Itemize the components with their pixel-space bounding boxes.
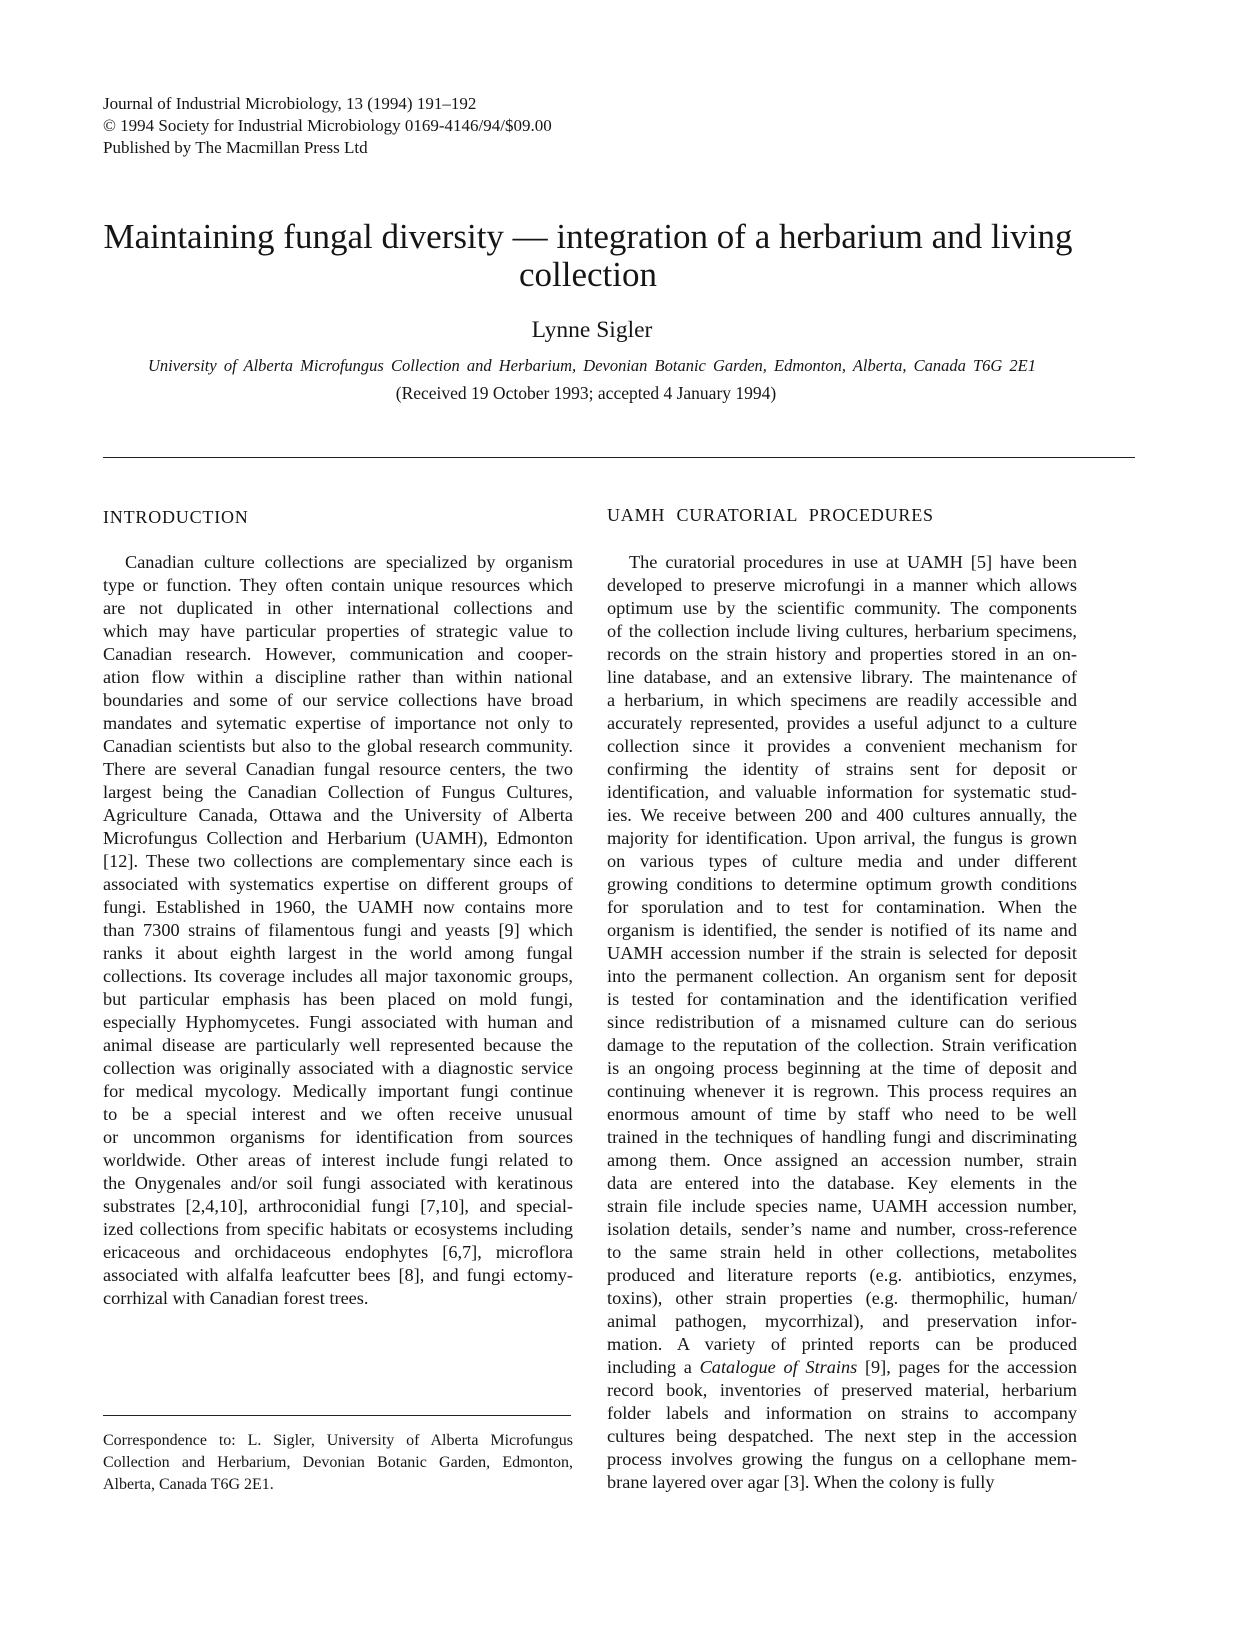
text-line: optimum use by the scientific community. The components — [607, 598, 1077, 618]
article-title: Maintaining fungal diversity — integration of a herbarium and living collection — [103, 217, 1073, 294]
text-line: continuing whenever it is regrown. This process requires an — [607, 1081, 1077, 1101]
text-line: on various types of culture media and under different — [607, 851, 1077, 871]
journal-masthead — [103, 93, 552, 159]
text-line: to the same strain held in other collections, metabolites — [607, 1242, 1077, 1262]
text-line: ized collections from specific habitats or ecosystems including — [103, 1219, 573, 1239]
text-line: a herbarium, in which specimens are readily accessible and — [607, 690, 1077, 710]
section-heading-introduction: INTRODUCTION — [103, 507, 249, 527]
text-line: fungi. Established in 1960, the UAMH now contains more — [103, 897, 573, 917]
text-line: line database, and an extensive library. The maintenance of — [607, 667, 1077, 687]
text-line: collection was originally associated with a diagnostic service — [103, 1058, 573, 1078]
text-line: the Onygenales and/or soil fungi associated with keratinous — [103, 1173, 573, 1193]
text-line: is tested for contamination and the identification verified — [607, 989, 1077, 1009]
text-line: [12]. These two collections are complementary since each is — [103, 851, 573, 871]
publisher-line: Published by The Macmillan Press Ltd — [103, 138, 368, 157]
text-line: animal disease are particularly well represented because the — [103, 1035, 573, 1055]
text-line: organism is identified, the sender is notified of its name and — [607, 920, 1077, 940]
text-line: mation. A variety of printed reports can be produced — [607, 1334, 1077, 1354]
text-line: ies. We receive between 200 and 400 cultures annually, the — [607, 805, 1077, 825]
text-line: Correspondence to: L. Sigler, University of Alberta Microfungus — [103, 1432, 573, 1449]
text-line: which may have particular properties of strategic value to — [103, 621, 573, 641]
text-line: The curatorial procedures in use at UAMH [5] have been — [629, 552, 1077, 572]
text-line: confirming the identity of strains sent for deposit or — [607, 759, 1077, 779]
text-line: brane layered over agar [3]. When the colony is fully — [607, 1472, 995, 1492]
journal-citation: Journal of Industrial Microbiology, 13 (1994) 191–192 — [103, 94, 477, 113]
text-line: animal pathogen, mycorrhizal), and preservation infor- — [607, 1311, 1077, 1331]
text-line: Microfungus Collection and Herbarium (UAMH), Edmonton — [103, 828, 573, 848]
text-line: for medical mycology. Medically important fungi continue — [103, 1081, 573, 1101]
text-line: Agriculture Canada, Ottawa and the University of Alberta — [103, 805, 573, 825]
text-line: cultures being despatched. The next step in the accession — [607, 1426, 1077, 1446]
text-line: Canadian scientists but also to the global research community. — [103, 736, 573, 756]
text-line: among them. Once assigned an accession number, strain — [607, 1150, 1077, 1170]
text-line: ranks it about eighth largest in the world among fungal — [103, 943, 573, 963]
text-line: associated with systematics expertise on different groups of — [103, 874, 573, 894]
text-line: largest being the Canadian Collection of Fungus Cultures, — [103, 782, 573, 802]
curatorial-procedures-paragraph — [607, 551, 1077, 1494]
text-line: are not duplicated in other international collections and — [103, 598, 573, 618]
text-line: growing conditions to determine optimum growth conditions — [607, 874, 1077, 894]
text-line: Canadian research. However, communication and cooper- — [103, 644, 573, 664]
text-line: especially Hyphomycetes. Fungi associated with human and — [103, 1012, 573, 1032]
text-line: produced and literature reports (e.g. antibiotics, enzymes, — [607, 1265, 1077, 1285]
text-line: substrates [2,4,10], arthroconidial fungi [7,10], and special- — [103, 1196, 573, 1216]
text-line: damage to the reputation of the collection. Strain verification — [607, 1035, 1077, 1055]
text-line: into the permanent collection. An organism sent for deposit — [607, 966, 1077, 986]
text-line: than 7300 strains of filamentous fungi and yeasts [9] which — [103, 920, 573, 940]
text-line: Collection and Herbarium, Devonian Botanic Garden, Edmonton, — [103, 1454, 573, 1471]
text-line: boundaries and some of our service collections have broad — [103, 690, 573, 710]
text-line: record book, inventories of preserved material, herbarium — [607, 1380, 1077, 1400]
text-fragment: [9], pages for the accession — [857, 1357, 1078, 1377]
text-line: records on the strain history and properties stored in an on- — [607, 644, 1077, 664]
text-line: isolation details, sender’s name and number, cross-reference — [607, 1219, 1077, 1239]
text-line: There are several Canadian fungal resource centers, the two — [103, 759, 573, 779]
copyright-notice: © 1994 Society for Industrial Microbiology 0169-4146/94/$09.00 — [103, 116, 552, 135]
text-line: accurately represented, provides a useful adjunct to a culture — [607, 713, 1077, 733]
received-dates: (Received 19 October 1993; accepted 4 January 1994) — [395, 383, 777, 403]
text-line: since redistribution of a misnamed culture can do serious — [607, 1012, 1077, 1032]
text-line: of the collection include living cultures, herbarium specimens, — [607, 621, 1077, 641]
text-line: is an ongoing process beginning at the time of deposit and — [607, 1058, 1077, 1078]
author-name: Lynne Sigler — [531, 317, 653, 343]
text-line: ericaceous and orchidaceous endophytes [6,7], microflora — [103, 1242, 573, 1262]
author-affiliation: University of Alberta Microfungus Collection and Herbarium, Devonian Botanic Garden, Edmonton, Alberta, Canada T6G 2E1 — [147, 356, 1036, 375]
text-line: for sporulation and to test for contamination. When the — [607, 897, 1077, 917]
text-line: Alberta, Canada T6G 2E1. — [103, 1476, 274, 1493]
header-divider — [103, 457, 1135, 458]
italic-book-title: Catalogue of Strains — [699, 1357, 858, 1377]
text-line: collection since it provides a convenient mechanism for — [607, 736, 1077, 756]
text-line: folder labels and information on strains to accompany — [607, 1403, 1077, 1423]
text-fragment: including a — [607, 1357, 700, 1377]
text-line: or uncommon organisms for identification from sources — [103, 1127, 573, 1147]
text-line: mandates and sytematic expertise of importance not only to — [103, 713, 573, 733]
text-line: Canadian culture collections are specialized by organism — [125, 552, 573, 572]
text-line: to be a special interest and we often receive unusual — [103, 1104, 573, 1124]
text-line — [607, 1356, 1077, 1379]
text-line: developed to preserve microfungi in a manner which allows — [607, 575, 1077, 595]
text-line: data are entered into the database. Key elements in the — [607, 1173, 1077, 1193]
introduction-paragraph — [103, 551, 573, 1310]
text-line: type or function. They often contain unique resources which — [103, 575, 573, 595]
text-line: corrhizal with Canadian forest trees. — [103, 1288, 369, 1308]
text-line: ation flow within a discipline rather than within national — [103, 667, 573, 687]
text-line: strain file include species name, UAMH accession number, — [607, 1196, 1077, 1216]
correspondence-footnote — [103, 1430, 573, 1496]
text-line: majority for identification. Upon arrival, the fungus is grown — [607, 828, 1077, 848]
text-line: but particular emphasis has been placed on mold fungi, — [103, 989, 573, 1009]
text-line: worldwide. Other areas of interest include fungi related to — [103, 1150, 573, 1170]
text-line: associated with alfalfa leafcutter bees [8], and fungi ectomy- — [103, 1265, 573, 1285]
text-line: process involves growing the fungus on a cellophane mem- — [607, 1449, 1077, 1469]
text-line: enormous amount of time by staff who need to be well — [607, 1104, 1077, 1124]
text-line: trained in the techniques of handling fungi and discriminating — [607, 1127, 1077, 1147]
text-line: toxins), other strain properties (e.g. thermophilic, human/ — [607, 1288, 1077, 1308]
text-line: collections. Its coverage includes all major taxonomic groups, — [103, 966, 573, 986]
text-line: UAMH accession number if the strain is selected for deposit — [607, 943, 1077, 963]
section-heading-curatorial-procedures: UAMH CURATORIAL PROCEDURES — [607, 505, 934, 525]
footnote-divider — [103, 1415, 571, 1416]
text-line: identification, and valuable information for systematic stud- — [607, 782, 1077, 802]
